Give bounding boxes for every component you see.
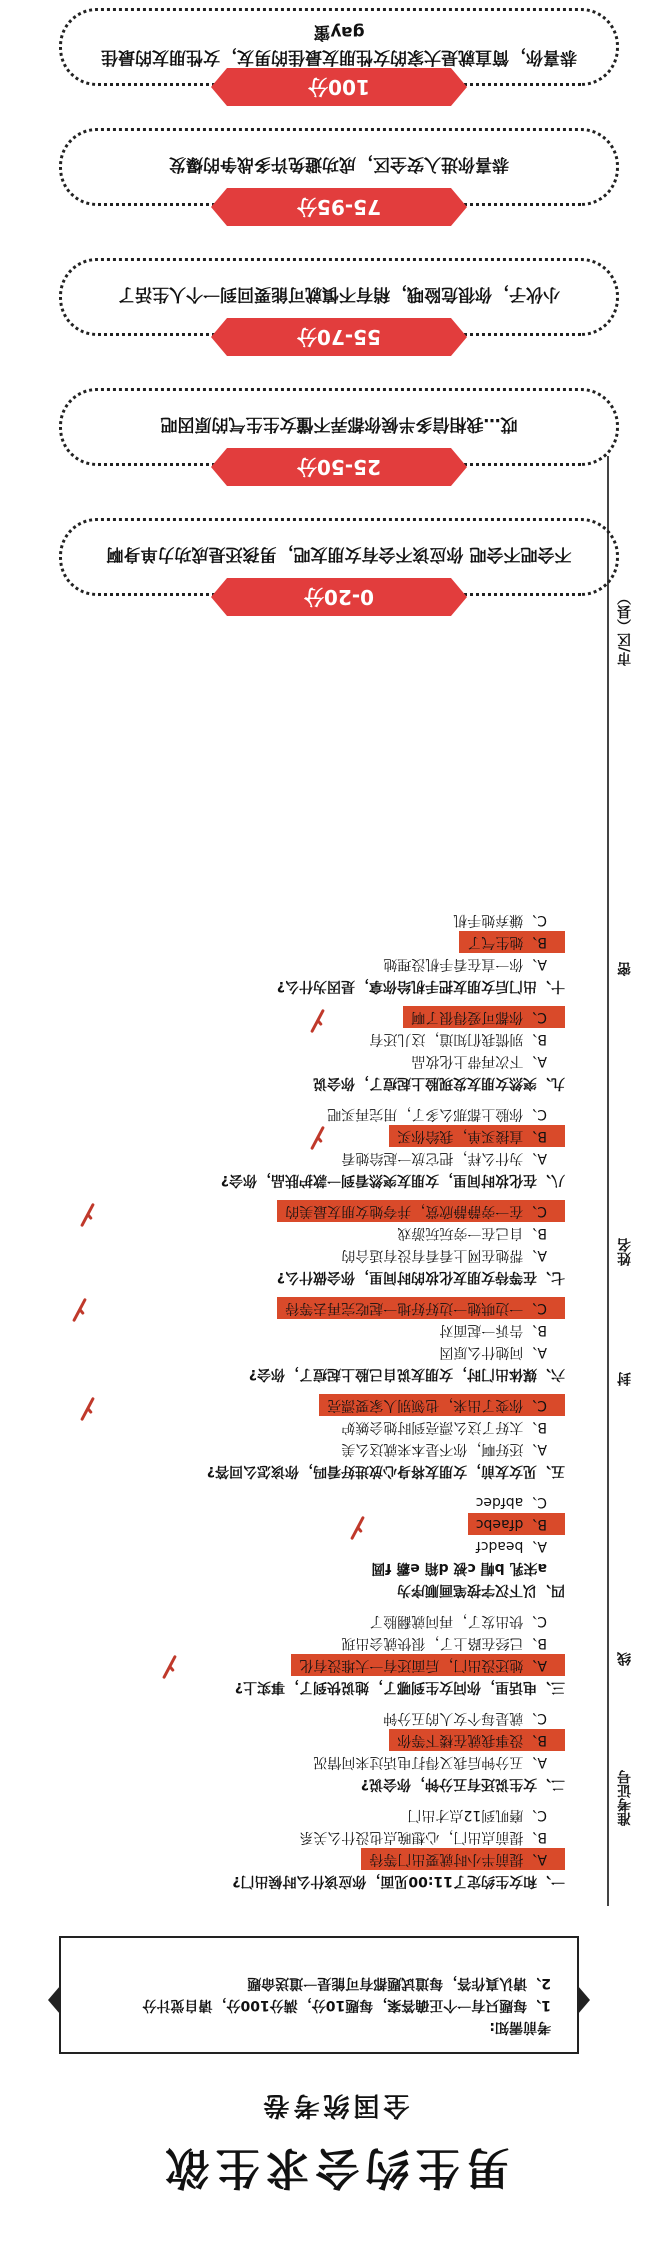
option-b[interactable]: B、自己在一旁玩玩游戏 [397, 1225, 547, 1241]
question-10 [45, 909, 565, 996]
checkmark-icon [343, 1513, 365, 1543]
question-8 [45, 1103, 565, 1190]
option-b[interactable]: B、dfaebc [468, 1513, 565, 1535]
option-a[interactable]: A、你一直在看手机没理她 [383, 956, 547, 972]
line-label: 线 [611, 1652, 639, 1666]
notice-item: 2、请认真作答，每道试题都有可能是一道送命题 [247, 1975, 551, 1991]
checkmark-icon [155, 1652, 177, 1682]
option-c[interactable]: C、嫌弃她手机 [453, 912, 547, 928]
checkmark-icon [65, 1295, 87, 1325]
option-a[interactable]: A、为什么样，把它放一起给她看 [341, 1150, 547, 1166]
option-a[interactable]: A、beadcf [475, 1538, 547, 1554]
notice-item: 1、每题只有一个正确答案，每题10分，满分100分，请自觉计分 [142, 1997, 551, 2013]
option-c[interactable]: C、abfdec [475, 1494, 547, 1510]
question-stem: 六、媒体出门时，女朋友说自己脸上起痘了，你会? [248, 1366, 565, 1382]
score-block-100 [59, 8, 619, 99]
page-title: 男生约会求生欲 [159, 2142, 510, 2193]
mi-label: 密 [611, 962, 639, 976]
question-5 [45, 1394, 565, 1481]
notice-heading: 考前需知: [489, 2019, 551, 2035]
option-c[interactable]: C、就是每个女人的五分钟 [383, 1710, 547, 1726]
option-c[interactable]: C、一边哄她一边好好地一起吃完再去等待 [277, 1297, 565, 1319]
score-range-badge: 0-20分 [227, 578, 451, 616]
score-range-badge: 55-70分 [227, 318, 451, 356]
question-7 [45, 1200, 565, 1287]
score-block-0-20 [59, 518, 619, 609]
option-c[interactable]: C、快出发了，再问就翻脸了 [369, 1613, 547, 1629]
option-b[interactable]: B、提前点出门，心想晚点也没什么关系 [299, 1829, 547, 1845]
question-stem: 七、在等待女朋友化妆的时间里，你会做什么? [276, 1269, 565, 1285]
option-a[interactable]: A、五分钟后我又得打电话过来问情况 [313, 1754, 547, 1770]
score-comment: 哎…我相信多半候你都弄不懂女生生气的原因吧 [59, 388, 619, 466]
option-b[interactable]: B、太好了这么漂亮到时她会嫉妒 [341, 1419, 547, 1435]
binding-margin [587, 456, 647, 1906]
question-list [45, 899, 565, 1891]
score-comment: 恭喜你，简直就是大家的女性朋友最佳的男友，女性朋友的最佳gay蜜 [59, 8, 619, 86]
score-block-55-70 [59, 258, 619, 349]
question-stem: 九、突然女朋友发现脸上起痘了，你会说 [313, 1075, 565, 1091]
score-comment: 恭喜你进入安全区，成功避免许多战争的爆发 [59, 128, 619, 206]
question-stem: 八、在化妆时间里，女朋友突然看到一款护肤品，你会? [220, 1172, 565, 1188]
question-4 [45, 1491, 565, 1600]
question-2 [45, 1707, 565, 1794]
option-b[interactable]: B、直接买单，我给你买 [389, 1125, 565, 1147]
option-b[interactable]: B、没事我就在楼下等你 [389, 1729, 565, 1751]
question-6 [45, 1297, 565, 1384]
option-a[interactable]: A、提前半小时就要出门等待 [361, 1848, 565, 1870]
checkmark-icon [303, 1006, 325, 1036]
score-block-75-95 [59, 128, 619, 219]
question-stem: 四、以下汉字按笔画顺序为 [397, 1582, 565, 1598]
seal-label: 封 [611, 1372, 639, 1386]
question-stem: 三、电话里，你问女生到哪了，她说快到了，事实上? [234, 1679, 565, 1695]
option-a[interactable]: A、问她什么原因 [439, 1344, 547, 1360]
question-chars: a宋乳 b帽 c被 d箱 e霸 f圆 [371, 1560, 547, 1576]
score-block-25-50 [59, 388, 619, 479]
page-subtitle: 全国统考卷 [259, 2090, 410, 2120]
notice-left-arrow-icon [578, 1986, 590, 2014]
option-c[interactable]: C、你变了出来，也领别人家要漂亮 [319, 1394, 565, 1416]
option-a[interactable]: A、帮她在网上看看有没有适合的 [341, 1247, 547, 1263]
option-b[interactable]: B、已经在路上了，很快就会出现 [341, 1635, 547, 1651]
score-range-badge: 75-95分 [227, 188, 451, 226]
checkmark-icon [303, 1123, 325, 1153]
option-a[interactable]: A、还好啊，你不是本来就这么美 [341, 1441, 547, 1457]
option-c[interactable]: C、磨叽到12点才出门 [407, 1807, 547, 1823]
question-1 [45, 1804, 565, 1891]
question-3 [45, 1610, 565, 1697]
notice-right-arrow-icon [48, 1986, 60, 2014]
option-b[interactable]: B、别慌我们知道，这儿还有 [369, 1031, 547, 1047]
option-c[interactable]: C、在一旁静静欣赏，并夸她女朋友最美的 [277, 1200, 565, 1222]
question-stem: 一、和女生约定了11:00见面，你应该什么时候出门? [232, 1873, 565, 1889]
option-a[interactable]: A、下次再带上化妆品 [411, 1053, 547, 1069]
city-label: 市/区（县） [611, 591, 639, 666]
exam-number-label: 准考证号 [611, 1770, 639, 1826]
name-label: 姓名 [611, 1238, 639, 1266]
question-9 [45, 1006, 565, 1093]
option-b[interactable]: B、告诉一起面对 [439, 1322, 547, 1338]
checkmark-icon [73, 1394, 95, 1424]
score-comment: 不会吧不会吧 你应该不会有女朋友吧，男孩还是成功力单身啊 [59, 518, 619, 596]
checkmark-icon [73, 1200, 95, 1230]
question-stem: 十、出门后女朋友把手机给你拿，是因为什么? [276, 978, 565, 994]
option-b[interactable]: B、她生气了 [459, 931, 565, 953]
score-range-badge: 100分 [227, 68, 451, 106]
question-stem: 五、见女友前，女朋友将身心放进好看吗，你该怎么回答? [206, 1463, 565, 1479]
option-c[interactable]: C、你都可爱得很了啊 [403, 1006, 565, 1028]
binding-line [607, 456, 609, 1906]
option-c[interactable]: C、你脸上都那么多了，用完再买吧 [327, 1106, 547, 1122]
score-range-badge: 25-50分 [227, 448, 451, 486]
question-stem: 二、女生说还有五分钟，你会说? [360, 1776, 565, 1792]
score-comment: 小伙子，你很危险哦，稍有不慎就可能要回到一个人生活了 [59, 258, 619, 336]
option-a[interactable]: A、她还没出门，后面还有一大堆没有化 [291, 1654, 565, 1676]
notice-box [59, 1936, 579, 2054]
